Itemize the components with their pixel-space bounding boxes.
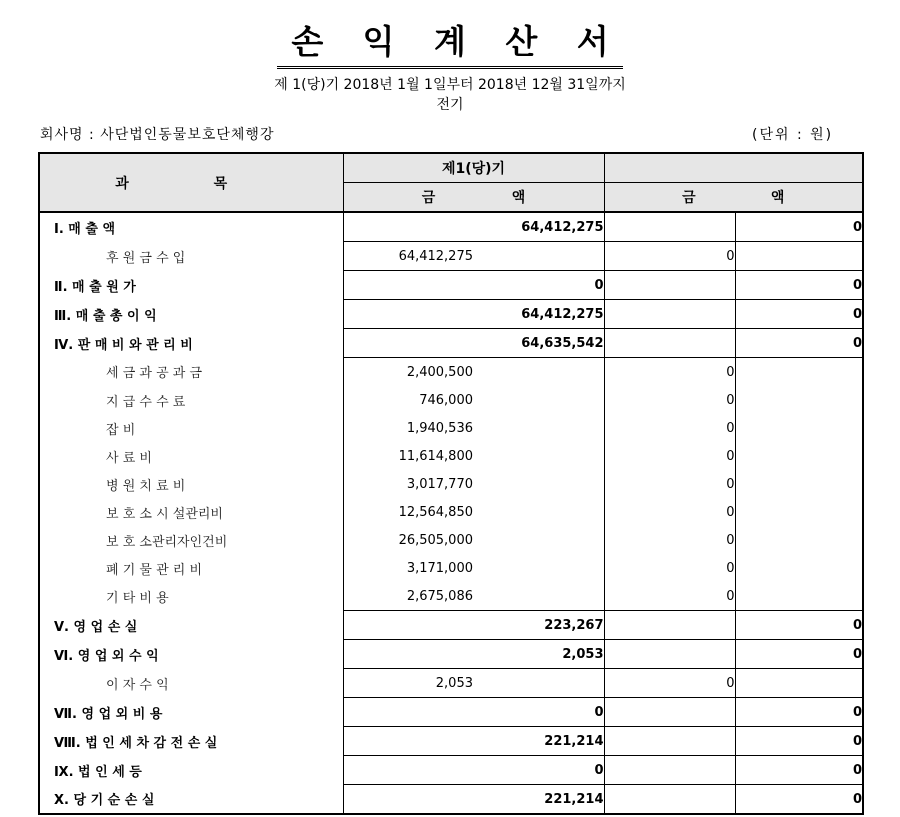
current-total-amount xyxy=(473,498,604,526)
section-row xyxy=(39,727,863,756)
current-total-amount xyxy=(473,358,604,387)
previous-detail-amount: 0 xyxy=(604,414,735,442)
current-detail-amount xyxy=(343,698,473,727)
detail-row xyxy=(39,554,863,582)
current-detail-amount xyxy=(343,300,473,329)
header-row xyxy=(39,153,863,183)
previous-detail-amount: 0 xyxy=(604,669,735,698)
current-total-amount xyxy=(473,386,604,414)
detail-row xyxy=(39,386,863,414)
previous-total-amount: 0 xyxy=(735,727,863,756)
previous-total-amount xyxy=(735,526,863,554)
section-row xyxy=(39,329,863,358)
previous-detail-amount: 0 xyxy=(604,470,735,498)
previous-detail-amount xyxy=(604,640,735,669)
account-name: Ⅱ. 매 출 원 가 xyxy=(39,271,343,300)
previous-detail-amount xyxy=(604,212,735,242)
current-total-amount: 2,053 xyxy=(473,640,604,669)
current-total-amount xyxy=(473,669,604,698)
current-total-amount: 221,214 xyxy=(473,727,604,756)
section-row xyxy=(39,300,863,329)
previous-detail-amount: 0 xyxy=(604,554,735,582)
account-name: 보 호 소관리자인건비 xyxy=(39,526,343,554)
previous-total-amount: 0 xyxy=(735,785,863,815)
current-detail-amount xyxy=(343,212,473,242)
current-detail-amount: 11,614,800 xyxy=(343,442,473,470)
account-name: 후 원 금 수 입 xyxy=(39,242,343,271)
previous-total-amount: 0 xyxy=(735,611,863,640)
previous-detail-amount: 0 xyxy=(604,442,735,470)
detail-row xyxy=(39,442,863,470)
current-total-amount: 64,635,542 xyxy=(473,329,604,358)
account-name: Ⅹ. 당 기 순 손 실 xyxy=(39,785,343,815)
section-row xyxy=(39,785,863,815)
title-text: 손 익 계 산 서 xyxy=(277,22,622,69)
detail-row xyxy=(39,358,863,387)
section-row xyxy=(39,698,863,727)
account-name: Ⅸ. 법 인 세 등 xyxy=(39,756,343,785)
previous-detail-amount xyxy=(604,329,735,358)
previous-detail-amount: 0 xyxy=(604,386,735,414)
current-detail-amount: 3,171,000 xyxy=(343,554,473,582)
prev-amount-label-right: 액 xyxy=(770,190,785,206)
account-name: Ⅳ. 판 매 비 와 관 리 비 xyxy=(39,329,343,358)
previous-total-amount xyxy=(735,386,863,414)
current-detail-amount: 2,675,086 xyxy=(343,582,473,611)
previous-total-amount: 0 xyxy=(735,212,863,242)
section-row xyxy=(39,212,863,242)
previous-total-amount: 0 xyxy=(735,640,863,669)
current-detail-amount: 2,053 xyxy=(343,669,473,698)
detail-row xyxy=(39,526,863,554)
previous-total-amount xyxy=(735,470,863,498)
current-total-amount xyxy=(473,242,604,271)
account-name: 기 타 비 용 xyxy=(39,582,343,611)
previous-detail-amount xyxy=(604,271,735,300)
account-name: Ⅰ. 매 출 액 xyxy=(39,212,343,242)
previous-total-amount xyxy=(735,414,863,442)
current-detail-amount xyxy=(343,756,473,785)
current-period-header: 제1(당)기 xyxy=(343,153,604,183)
current-total-amount xyxy=(473,470,604,498)
previous-total-amount: 0 xyxy=(735,756,863,785)
account-name: Ⅷ. 법 인 세 차 감 전 손 실 xyxy=(39,727,343,756)
detail-row xyxy=(39,414,863,442)
detail-row xyxy=(39,669,863,698)
previous-detail-amount: 0 xyxy=(604,526,735,554)
current-detail-amount: 3,017,770 xyxy=(343,470,473,498)
account-name: 세 금 과 공 과 금 xyxy=(39,358,343,387)
account-name: 이 자 수 익 xyxy=(39,669,343,698)
detail-row xyxy=(39,470,863,498)
current-total-amount: 0 xyxy=(473,271,604,300)
current-total-amount: 0 xyxy=(473,698,604,727)
section-row xyxy=(39,271,863,300)
previous-total-amount: 0 xyxy=(735,300,863,329)
amount-label-right: 액 xyxy=(511,190,526,206)
current-total-amount xyxy=(473,554,604,582)
account-name: Ⅲ. 매 출 총 이 익 xyxy=(39,300,343,329)
detail-row xyxy=(39,498,863,526)
statement-body xyxy=(39,212,863,814)
previous-detail-amount xyxy=(604,300,735,329)
previous-detail-amount xyxy=(604,756,735,785)
previous-period-label: 전기 xyxy=(436,97,464,113)
current-total-amount xyxy=(473,526,604,554)
current-total-amount xyxy=(473,582,604,611)
prev-amount-label-left: 금 xyxy=(682,190,696,206)
current-total-amount: 0 xyxy=(473,756,604,785)
current-detail-amount: 12,564,850 xyxy=(343,498,473,526)
current-detail-amount: 26,505,000 xyxy=(343,526,473,554)
current-total-amount: 221,214 xyxy=(473,785,604,815)
current-detail-amount xyxy=(343,271,473,300)
current-amount-header xyxy=(343,183,604,213)
current-total-amount xyxy=(473,442,604,470)
previous-total-amount xyxy=(735,669,863,698)
previous-detail-amount: 0 xyxy=(604,582,735,611)
previous-total-amount xyxy=(735,242,863,271)
previous-detail-amount xyxy=(604,611,735,640)
current-detail-amount xyxy=(343,727,473,756)
amount-label-left: 금 xyxy=(421,190,436,206)
current-detail-amount: 746,000 xyxy=(343,386,473,414)
previous-amount-header xyxy=(604,183,863,213)
account-name: 폐 기 물 관 리 비 xyxy=(39,554,343,582)
current-total-amount xyxy=(473,414,604,442)
previous-detail-amount: 0 xyxy=(604,242,735,271)
account-name: Ⅴ. 영 업 손 실 xyxy=(39,611,343,640)
current-detail-amount: 64,412,275 xyxy=(343,242,473,271)
previous-detail-amount xyxy=(604,785,735,815)
previous-total-amount xyxy=(735,358,863,387)
account-name: 보 호 소 시 설관리비 xyxy=(39,498,343,526)
previous-total-amount xyxy=(735,442,863,470)
currency-unit: (단위 : 원) xyxy=(752,127,834,143)
account-name: Ⅵ. 영 업 외 수 익 xyxy=(39,640,343,669)
company-name: 회사명 : 사단법인동물보호단체행강 xyxy=(40,127,275,143)
current-detail-amount xyxy=(343,640,473,669)
previous-total-amount xyxy=(735,498,863,526)
fiscal-period: 제 1(당)기 2018년 1월 1일부터 2018년 12월 31일까지 xyxy=(274,77,626,93)
current-total-amount: 64,412,275 xyxy=(473,212,604,242)
current-detail-amount: 2,400,500 xyxy=(343,358,473,387)
account-header: 과 목 xyxy=(39,153,343,212)
section-row xyxy=(39,640,863,669)
previous-total-amount: 0 xyxy=(735,329,863,358)
previous-detail-amount xyxy=(604,727,735,756)
account-name: 잡 비 xyxy=(39,414,343,442)
current-detail-amount xyxy=(343,785,473,815)
document-title xyxy=(0,22,900,69)
current-total-amount: 64,412,275 xyxy=(473,300,604,329)
income-statement-table xyxy=(38,152,864,815)
previous-detail-amount: 0 xyxy=(604,498,735,526)
section-row xyxy=(39,756,863,785)
previous-total-amount xyxy=(735,554,863,582)
previous-detail-amount xyxy=(604,698,735,727)
previous-total-amount: 0 xyxy=(735,698,863,727)
previous-detail-amount: 0 xyxy=(604,358,735,387)
current-detail-amount xyxy=(343,611,473,640)
current-detail-amount xyxy=(343,329,473,358)
account-name: Ⅶ. 영 업 외 비 용 xyxy=(39,698,343,727)
current-detail-amount: 1,940,536 xyxy=(343,414,473,442)
previous-total-amount xyxy=(735,582,863,611)
section-row xyxy=(39,611,863,640)
current-total-amount: 223,267 xyxy=(473,611,604,640)
detail-row xyxy=(39,582,863,611)
account-name: 지 급 수 수 료 xyxy=(39,386,343,414)
account-name: 병 원 치 료 비 xyxy=(39,470,343,498)
account-name: 사 료 비 xyxy=(39,442,343,470)
detail-row xyxy=(39,242,863,271)
previous-total-amount: 0 xyxy=(735,271,863,300)
previous-period-header xyxy=(604,153,863,183)
